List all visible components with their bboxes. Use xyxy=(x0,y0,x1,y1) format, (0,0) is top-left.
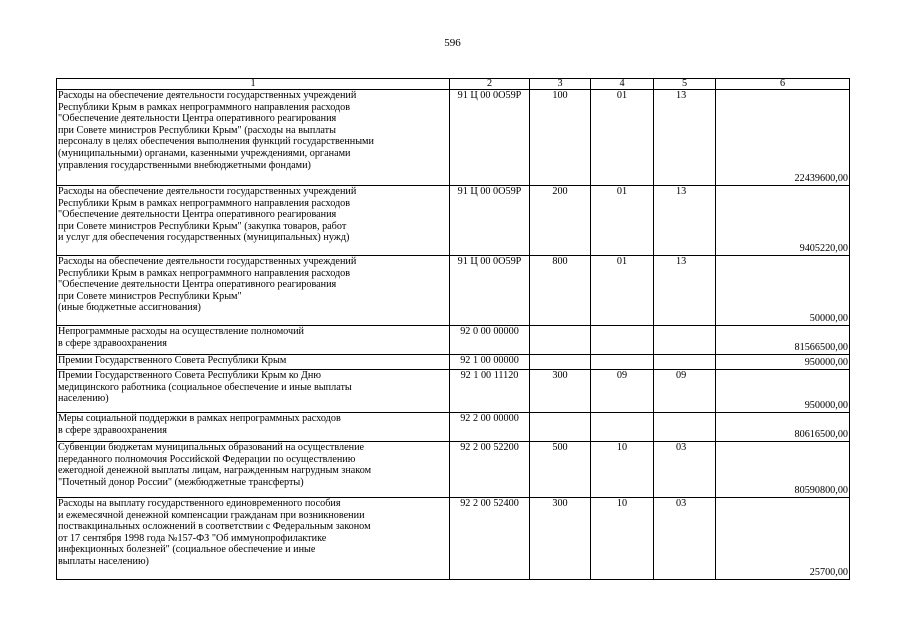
table-row xyxy=(57,413,850,442)
row-name-cell: Расходы на обеспечение деятельности государственных учреждений Республики Крым в рамках непрограммного направления расходов "Обеспечение деятельности Центра оперативного реагирования при Совете министров Республики Крым" (расходы на выплаты персоналу в целях обеспечения выполнения функций государственными (муниципальными) органами, казенными учреждениями, органами управления государственными внебюджетными фондами) xyxy=(57,90,450,186)
row-code-cell: 91 Ц 00 0О59Р xyxy=(450,256,530,326)
row-expense-type-cell: 200 xyxy=(530,186,591,256)
row-section-cell xyxy=(591,355,654,370)
row-amount-cell: 950000,00 xyxy=(716,355,850,370)
row-name-cell: Субвенции бюджетам муниципальных образований на осуществление переданного полномочия Российской Федерации по осуществлению ежегодной денежной выплаты лицам, награжденным нагрудным знаком "Почетный донор России" (межбюджетные трансферты) xyxy=(57,442,450,498)
row-amount-cell: 80616500,00 xyxy=(716,413,850,442)
row-section-cell: 10 xyxy=(591,498,654,580)
page-number: 596 xyxy=(444,37,461,49)
row-subsection-cell: 09 xyxy=(654,370,716,413)
row-subsection-cell: 13 xyxy=(654,256,716,326)
row-subsection-cell xyxy=(654,326,716,355)
row-section-cell: 01 xyxy=(591,186,654,256)
row-code-cell: 91 Ц 00 0О59Р xyxy=(450,90,530,186)
row-code-cell: 91 Ц 00 0О59Р xyxy=(450,186,530,256)
row-subsection-cell: 13 xyxy=(654,186,716,256)
row-expense-type-cell: 300 xyxy=(530,370,591,413)
row-expense-type-cell xyxy=(530,355,591,370)
row-expense-type-cell xyxy=(530,326,591,355)
row-subsection-cell xyxy=(654,413,716,442)
table-row xyxy=(57,370,850,413)
row-name-cell: Расходы на обеспечение деятельности государственных учреждений Республики Крым в рамках непрограммного направления расходов "Обеспечение деятельности Центра оперативного реагирования при Совете министров Республики Крым" (иные бюджетные ассигнования) xyxy=(57,256,450,326)
row-amount-cell: 25700,00 xyxy=(716,498,850,580)
header-col-1: 1 xyxy=(57,79,450,90)
row-name-cell: Непрограммные расходы на осуществление полномочий в сфере здравоохранения xyxy=(57,326,450,355)
header-col-3: 3 xyxy=(530,79,591,90)
table-row xyxy=(57,498,850,580)
row-name-cell: Расходы на обеспечение деятельности государственных учреждений Республики Крым в рамках непрограммного направления расходов "Обеспечение деятельности Центра оперативного реагирования при Совете министров Республики Крым" (закупка товаров, работ и услуг для обеспечения государственных (муниципальных) нужд) xyxy=(57,186,450,256)
row-subsection-cell: 03 xyxy=(654,498,716,580)
table-row xyxy=(57,90,850,186)
row-amount-cell: 81566500,00 xyxy=(716,326,850,355)
header-col-6: 6 xyxy=(716,79,850,90)
row-amount-cell: 50000,00 xyxy=(716,256,850,326)
row-expense-type-cell: 300 xyxy=(530,498,591,580)
row-name-cell: Премии Государственного Совета Республики Крым xyxy=(57,355,450,370)
budget-table-body xyxy=(57,79,850,580)
row-amount-cell: 80590800,00 xyxy=(716,442,850,498)
table-row xyxy=(57,186,850,256)
row-code-cell: 92 2 00 52200 xyxy=(450,442,530,498)
row-subsection-cell: 03 xyxy=(654,442,716,498)
row-amount-cell: 950000,00 xyxy=(716,370,850,413)
table-header-row xyxy=(57,79,850,90)
table-row xyxy=(57,442,850,498)
row-code-cell: 92 1 00 00000 xyxy=(450,355,530,370)
row-name-cell: Расходы на выплату государственного единовременного пособия и ежемесячной денежной компенсации гражданам при возникновении поствакцинальных осложнений в соответствии с Федеральным законом от 17 сентября 1998 года №157-ФЗ "Об иммунопрофилактике инфекционных болезней" (социальное обеспечение и иные выплаты населению) xyxy=(57,498,450,580)
budget-table xyxy=(56,78,850,580)
row-section-cell: 01 xyxy=(591,90,654,186)
row-expense-type-cell xyxy=(530,413,591,442)
row-subsection-cell: 13 xyxy=(654,90,716,186)
header-col-5: 5 xyxy=(654,79,716,90)
header-col-2: 2 xyxy=(450,79,530,90)
row-code-cell: 92 2 00 52400 xyxy=(450,498,530,580)
header-col-4: 4 xyxy=(591,79,654,90)
table-row xyxy=(57,355,850,370)
row-subsection-cell xyxy=(654,355,716,370)
row-name-cell: Меры социальной поддержки в рамках непрограммных расходов в сфере здравоохранения xyxy=(57,413,450,442)
row-section-cell: 09 xyxy=(591,370,654,413)
row-expense-type-cell: 500 xyxy=(530,442,591,498)
row-section-cell xyxy=(591,413,654,442)
row-section-cell xyxy=(591,326,654,355)
table-row xyxy=(57,256,850,326)
row-amount-cell: 22439600,00 xyxy=(716,90,850,186)
row-code-cell: 92 1 00 11120 xyxy=(450,370,530,413)
row-name-cell: Премии Государственного Совета Республики Крым ко Дню медицинского работника (социальное обеспечение и иные выплаты населению) xyxy=(57,370,450,413)
row-section-cell: 10 xyxy=(591,442,654,498)
row-expense-type-cell: 800 xyxy=(530,256,591,326)
row-amount-cell: 9405220,00 xyxy=(716,186,850,256)
row-expense-type-cell: 100 xyxy=(530,90,591,186)
row-code-cell: 92 2 00 00000 xyxy=(450,413,530,442)
row-section-cell: 01 xyxy=(591,256,654,326)
row-code-cell: 92 0 00 00000 xyxy=(450,326,530,355)
table-row xyxy=(57,326,850,355)
